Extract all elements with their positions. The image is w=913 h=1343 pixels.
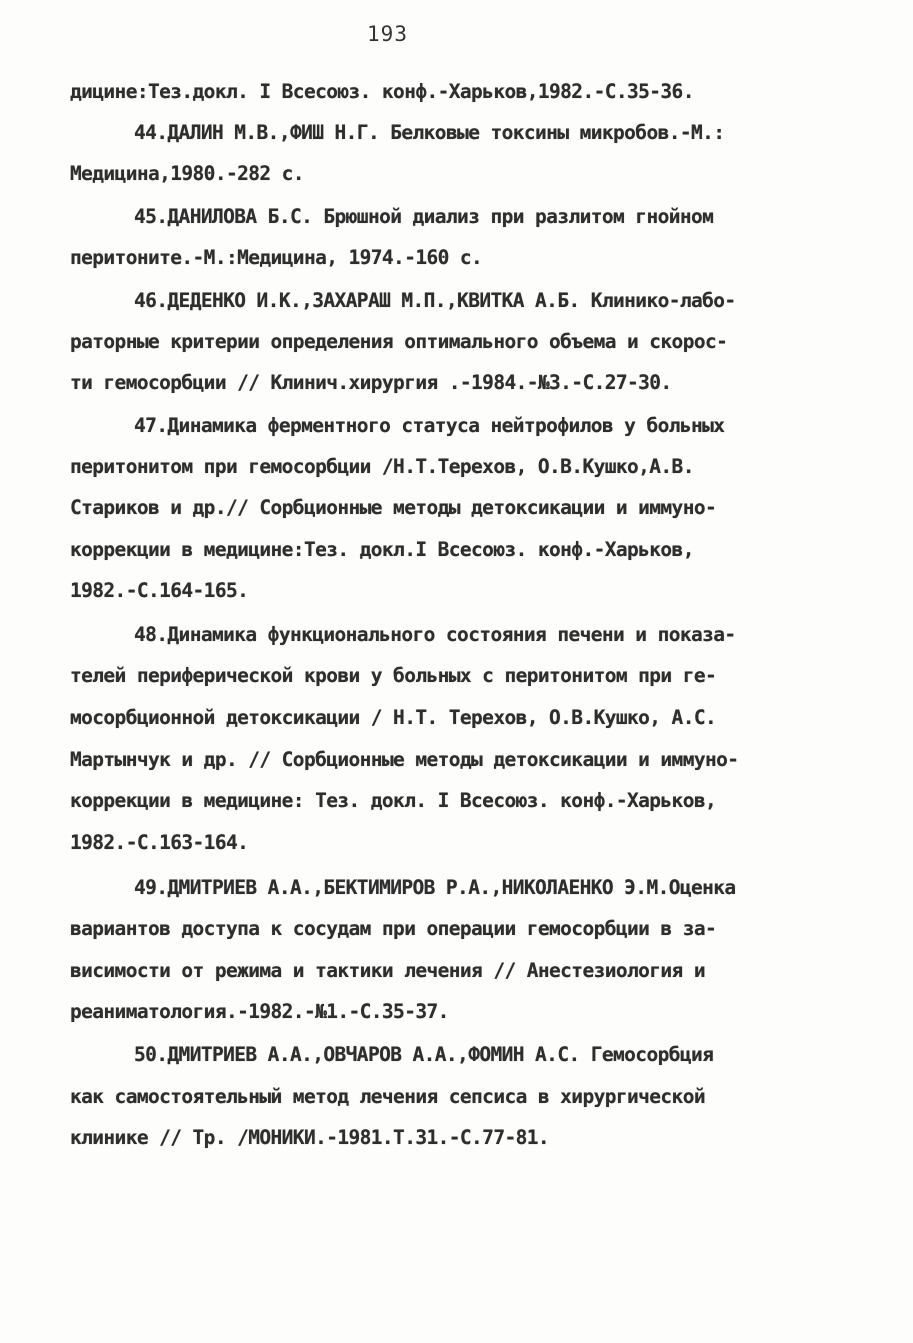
text-line: Стариков и др.// Сорбционные методы детоксикации и иммуно- [70, 496, 717, 519]
text-line: коррекции в медицине: Тез. докл. I Всесоюз. конф.-Харьков, [70, 789, 717, 812]
text-line: перитонитом при гемосорбции /Н.Т.Терехов, О.В.Кушко,А.В. [70, 455, 694, 478]
text-line: 49.ДМИТРИЕВ А.А.,БЕКТИМИРОВ Р.А.,НИКОЛАЕНКО Э.М.Оценка [134, 876, 736, 899]
text-line: мосорбционной детоксикации / Н.Т. Терехов, О.В.Кушко, А.С. [70, 706, 717, 729]
text-line: ти гемосорбции // Клинич.хирургия .-1984.-№3.-С.27-30. [70, 371, 672, 394]
text-line: Медицина,1980.-282 с. [70, 162, 304, 185]
text-line: 1982.-С.163-164. [70, 831, 249, 854]
page-number: 193 [367, 22, 408, 46]
text-line: вариантов доступа к сосудам при операции гемосорбции в за- [70, 917, 717, 940]
text-line: 46.ДЕДЕНКО И.К.,ЗАХАРАШ М.П.,КВИТКА А.Б. Клинико-лабо- [134, 289, 736, 312]
text-line: 48.Динамика функционального состояния печени и показа- [134, 623, 736, 646]
text-line: коррекции в медицине:Тез. докл.I Всесоюз. конф.-Харьков, [70, 538, 694, 561]
text-line: 1982.-С.164-165. [70, 579, 249, 602]
text-line: висимости от режима и тактики лечения // Анестезиология и [70, 959, 705, 982]
text-line: 45.ДАНИЛОВА Б.С. Брюшной диализ при разлитом гнойном [134, 205, 714, 228]
text-line: как самостоятельный метод лечения сепсиса в хирургической [70, 1085, 705, 1108]
text-line: раторные критерии определения оптимального объема и скорос- [70, 330, 728, 353]
text-line: перитоните.-М.:Медицина, 1974.-160 с. [70, 246, 483, 269]
text-line: телей периферической крови у больных с перитонитом при ге- [70, 664, 717, 687]
text-line: клинике // Тр. /МОНИКИ.-1981.Т.31.-С.77-81. [70, 1126, 550, 1149]
text-line: 47.Динамика ферментного статуса нейтрофилов у больных [134, 414, 725, 437]
text-line: 44.ДАЛИН М.В.,ФИШ Н.Г. Белковые токсины микробов.-М.: [134, 121, 725, 144]
text-line: 50.ДМИТРИЕВ А.А.,ОВЧАРОВ А.А.,ФОМИН А.С. Гемосорбция [134, 1043, 714, 1066]
text-line: дицине:Тез.докл. I Всесоюз. конф.-Харьков,1982.-С.35-36. [70, 80, 694, 103]
text-line: Мартынчук и др. // Сорбционные методы детоксикации и иммуно- [70, 748, 739, 771]
text-line: реаниматология.-1982.-№1.-С.35-37. [70, 1000, 449, 1023]
